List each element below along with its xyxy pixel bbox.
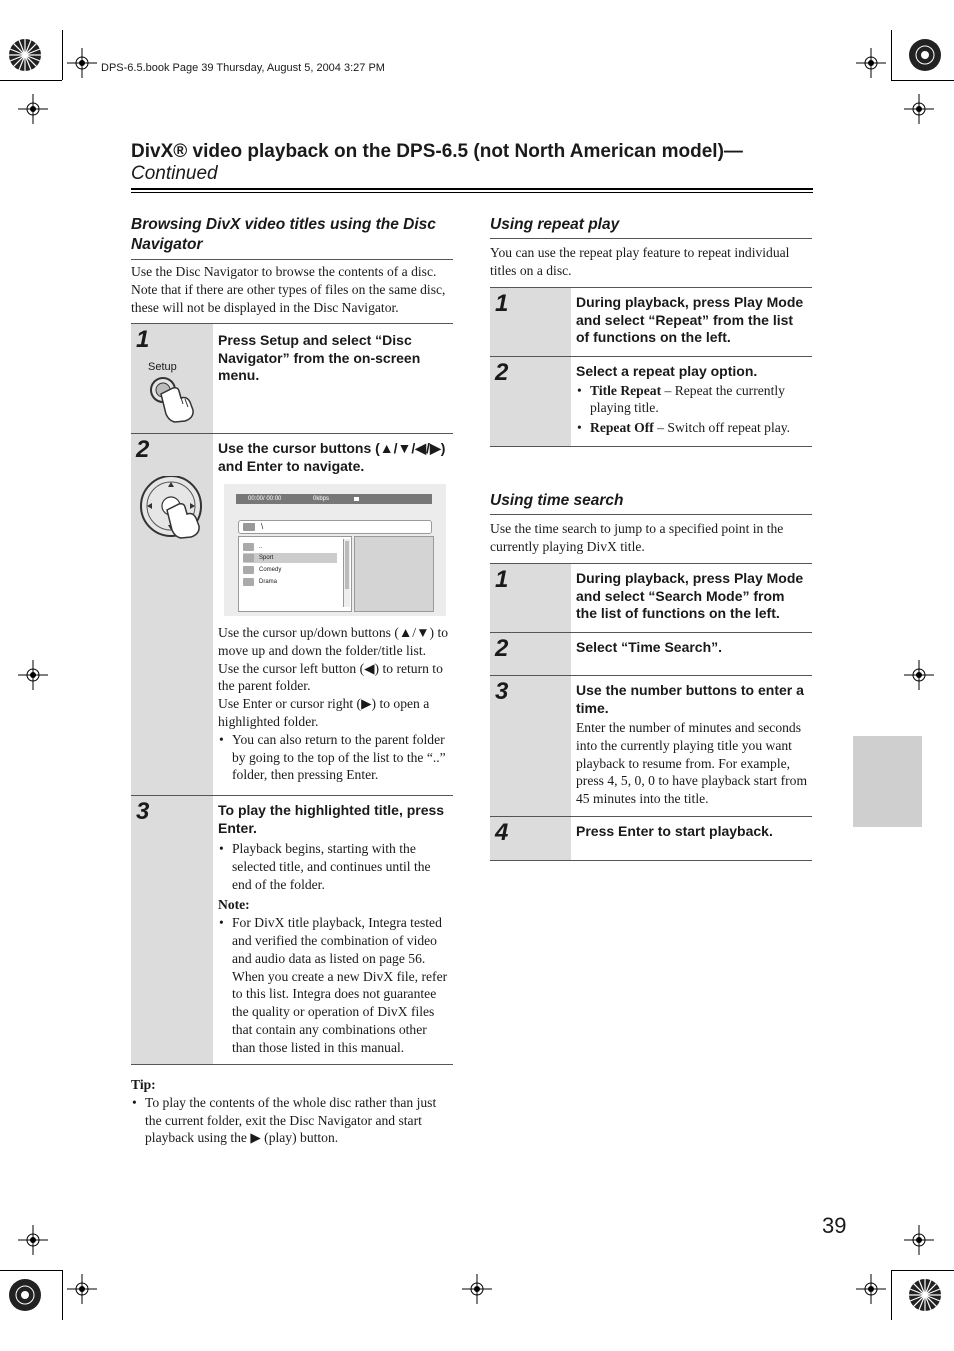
repeat-step-2 [490,356,812,447]
navigator-scrollbar[interactable] [343,539,350,607]
time-step-2 [490,632,812,676]
step-heading: Press Setup and select “Disc Navigator” from the on-screen menu. [218,332,421,383]
step-number: 4 [495,819,509,846]
section-intro-time: Use the time search to jump to a specified point in the currently playing DivX title. [490,521,784,554]
header-info: DPS-6.5.book Page 39 Thursday, August 5, 2004 3:27 PM [101,62,385,74]
note-bullet: • For DivX title playback, Integra tested and verified the combination of video and audio data as listed on page 56. When you create a new DivX file, refer to this list. Integra does not guarantee the quality or operation of DivX files that contain any combinations other than those listed in this manual. [218,914,452,1056]
step-heading: Use the number buttons to enter a time. [576,682,804,716]
sunburst-mark-icon [8,38,42,72]
step-heading: During playback, press Play Mode and select “Repeat” from the list of functions on the left. [576,294,804,345]
step-paragraph: Use the cursor up/down buttons (▲/▼) to move up and down the folder/title list. [218,625,449,658]
tip [131,1076,453,1147]
step-number-column [131,324,213,434]
step-heading: Select “Time Search”. [576,639,723,655]
option-term: Title Repeat [590,382,662,398]
time-step-4 [490,816,812,861]
registration-mark-icon [856,48,886,78]
step-number: 2 [136,436,150,463]
section-intro-repeat: You can use the repeat play feature to repeat individual titles on a disc. [490,245,790,278]
section-heading-repeat: Using repeat play [490,216,620,233]
registration-mark-icon [904,1225,934,1255]
registration-mark-icon [462,1274,492,1304]
setup-button-hand-icon [145,374,201,429]
time-step-3 [490,675,812,817]
step-number: 1 [136,326,150,353]
scrollbar-thumb[interactable] [345,541,349,589]
page-number: 39 [822,1213,847,1238]
step-number-column [490,633,571,676]
navigator-status-bar [236,494,432,504]
navigator-status-indicator [354,497,359,501]
list-item-selected[interactable] [243,553,337,563]
folder-icon [243,543,254,551]
repeat-option [576,419,808,437]
step-paragraph: Use the cursor left button (◀) to return to the parent folder. [218,660,443,694]
section-heading-time: Using time search [490,492,624,509]
page-title [131,141,743,185]
sunburst-mark-icon [908,38,942,72]
tip-bullet: • To play the contents of the whole disc rather than just the current folder, exit the Disc Navigator and start playback using the ▶ (play) button. [131,1094,453,1147]
setup-label: Setup [148,361,177,373]
time-step-1 [490,563,812,633]
step-paragraph: Use Enter or cursor right (▶) to open a highlighted folder. [218,696,430,729]
navigator-preview-pane [354,536,434,612]
disc-navigator-screenshot [224,484,446,616]
registration-mark-icon [856,1274,886,1304]
option-term: Repeat Off [590,420,654,436]
page-title-main: DivX® video playback on the DPS-6.5 (not North American model)— [131,141,743,162]
repeat-option [576,382,808,418]
title-rule [131,192,813,193]
folder-icon [243,578,254,586]
registration-mark-icon [18,94,48,124]
sunburst-mark-icon [8,1278,42,1312]
folder-icon [243,523,255,531]
cursor-pad-hand-icon [137,476,211,549]
title-rule [131,188,813,190]
step-number-column [490,676,571,817]
step-3 [131,795,453,1065]
sunburst-mark-icon [908,1278,942,1312]
step-number-column [490,288,571,357]
section-rule [131,259,453,260]
note-label: Note: [218,897,250,913]
navigator-path-bar [238,520,432,534]
registration-mark-icon [67,48,97,78]
step-number: 3 [136,798,150,825]
section-intro-browsing: Use the Disc Navigator to browse the contents of a disc. Note that if there are other types of files on the same disc, these will not be displayed in the Disc Navigator. [131,264,446,315]
step-number-column [131,796,213,1064]
step-number: 1 [495,290,509,317]
folder-name: Sport [259,555,274,561]
section-heading-browsing: Browsing DivX video titles using the Disc Navigator [131,216,436,253]
tip-label: Tip: [131,1077,156,1092]
step-heading: Press Enter to start playback. [576,823,773,839]
registration-mark-icon [18,660,48,690]
folder-icon [243,554,254,562]
step-number: 1 [495,566,509,593]
navigator-folder-list [238,536,352,612]
step-number: 3 [495,678,509,705]
navigator-time: 00:00/ 00:00 [248,496,282,502]
folder-name: .. [259,544,263,550]
step-number-column [490,817,571,860]
chapter-side-tab [853,736,922,827]
step-number: 2 [495,635,509,662]
page-title-continued: Continued [131,163,218,184]
registration-mark-icon [904,94,934,124]
step-number-column [131,434,213,796]
option-desc: – Repeat the currently playing title. [590,382,785,416]
step-number-column [490,357,571,446]
step-1 [131,323,453,434]
step-number-column [490,564,571,633]
step-heading: Select a repeat play option. [576,363,758,379]
folder-icon [243,566,254,574]
step-bullet: • You can also return to the parent folder by going to the top of the list to the “..” folder, then pressing Enter. [218,731,452,784]
step-heading: Use the cursor buttons (▲/▼/◀/▶) and Enter to navigate. [218,440,446,474]
navigator-bitrate: 0kbps [313,496,330,502]
folder-name: Drama [259,579,278,585]
step-heading: During playback, press Play Mode and select “Search Mode” from the list of functions on the left. [576,570,804,621]
step-bullet: • Playback begins, starting with the selected title, and continues until the end of the folder. [218,840,452,893]
registration-mark-icon [904,660,934,690]
step-paragraph: Enter the number of minutes and seconds into the currently playing title you want playback to resume from. For example, press 4, 5, 0, 0 to have playback start from 45 minutes into the title. [576,720,808,807]
step-number: 2 [495,359,509,386]
section-rule [490,238,812,239]
registration-mark-icon [18,1225,48,1255]
registration-mark-icon [67,1274,97,1304]
navigator-path: \ [261,522,264,531]
folder-name: Comedy [259,567,282,573]
repeat-step-1 [490,287,812,357]
option-desc: – Switch off repeat play. [653,420,791,436]
step-heading: To play the highlighted title, press Enter. [218,802,445,836]
step-body [218,624,452,784]
section-rule [490,514,812,515]
